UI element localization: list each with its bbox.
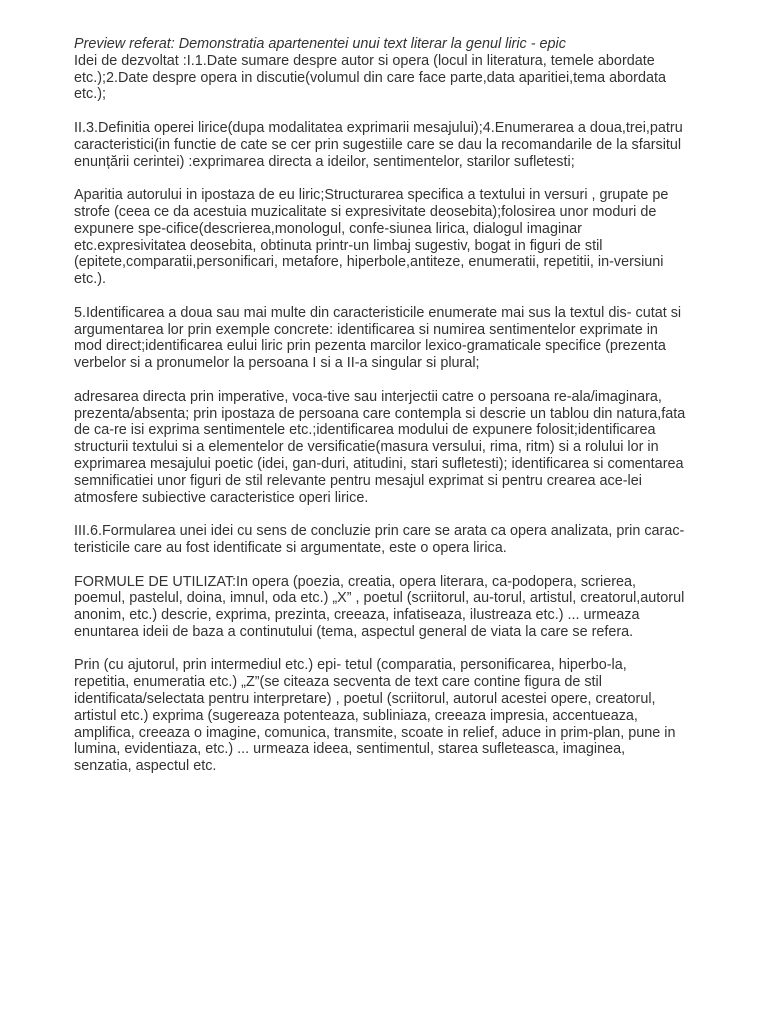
text-line: prezenta/absenta; prin ipostaza de persoana care contempla si descrie un tablou din natura,fata — [74, 405, 686, 422]
paragraph — [74, 305, 768, 372]
paragraph — [74, 574, 768, 641]
text-line: Prin (cu ajutorul, prin intermediul etc.) epi- tetul (comparatia, personificarea, hiperbo-la, — [74, 657, 627, 674]
text-line: enuntarea ideii de baza a continutului (tema, aspectul general de viata la care se refera. — [74, 623, 634, 640]
text-line: Idei de dezvoltat :I.1.Date sumare despre autor si opera (locul in literatura, temele abordate — [74, 52, 655, 69]
text-line: anonim, etc.) descrie, exprima, prezinta, creeaza, infatiseaza, ilustreaza etc.) ... urmeaza — [74, 607, 640, 624]
paragraph — [74, 187, 768, 288]
text-line: structurii textului si a elementelor de versificatie(masura versului, rima, ritm) si a rolului lor in — [74, 439, 659, 456]
text-line: enunțării cerintei) :exprimarea directa a ideilor, sentimentelor, starilor sufletesti; — [74, 153, 575, 170]
text-line: Aparitia autorului in ipostaza de eu liric;Structurarea specifica a textului in versuri , grupate pe — [74, 187, 669, 204]
paragraph — [74, 523, 768, 557]
paragraph — [74, 657, 768, 775]
paragraph — [74, 53, 768, 103]
text-line: atmosfere subiective caracteristice operi lirice. — [74, 489, 369, 506]
text-line: argumentarea lor prin exemple concrete: identificarea si numirea sentimentelor exprimate in — [74, 321, 658, 338]
text-line: poemul, pastelul, doina, imnul, oda etc.) „X” , poetul (scriitorul, au-torul, artistul, creatorul,autorul — [74, 590, 685, 607]
text-line: de ca-re isi exprima sentimentele etc.;identificarea modului de expunere folosit;identificarea — [74, 422, 656, 439]
text-line: FORMULE DE UTILIZAT:In opera (poezia, creatia, opera literara, ca-podopera, scrierea, — [74, 573, 636, 590]
paragraph — [74, 389, 768, 507]
text-line: semnificatiei unor figuri de stil relevante pentru mesajul exprimat si pentru crearea ace-lei — [74, 472, 642, 489]
text-line: lumina, evidentiaza, etc.) ... urmeaza ideea, sentimentul, starea sufleteasca, imaginea, — [74, 741, 626, 758]
text-line: (epitete,comparatii,personificari, metafore, hiperbole,antiteze, enumeratii, repetitii, in-versiuni — [74, 254, 664, 271]
text-line: repetitia, enumeratia etc.) „Z”(se citeaza secventa de text care contine figura de stil — [74, 674, 602, 691]
text-line: II.3.Definitia operei lirice(dupa modalitatea exprimarii mesajului);4.Enumerarea a doua,trei,patru — [74, 119, 683, 136]
text-line: caracteristici(in functie de cate se cer prin sugestiile care se dau la recomandarile de la sfarsitul — [74, 136, 682, 153]
text-line: adresarea directa prin imperative, voca-tive sau interjectii catre o persoana re-ala/imaginara, — [74, 388, 662, 405]
text-line: mod direct;identificarea eului liric prin pezenta marcilor lexico-gramaticale specifice (prezenta — [74, 338, 666, 355]
text-line: III.6.Formularea unei idei cu sens de concluzie prin care se arata ca opera analizata, prin carac- — [74, 523, 685, 540]
text-line: amplifica, creeaza o imagine, comunica, transmite, scoate in relief, aduce in prim-plan, pune in — [74, 724, 676, 741]
text-line: etc.). — [74, 271, 106, 288]
text-line: etc.);2.Date despre opera in discutie(volumul din care face parte,data aparitiei,tema abordata — [74, 69, 666, 86]
text-line: 5.Identificarea a doua sau mai multe din caracteristicile enumerate mai sus la textul dis- cutat si — [74, 304, 682, 321]
text-line: artistul etc.) exprima (sugereaza potenteaza, subliniaza, creeaza impresia, accentueaza, — [74, 707, 638, 724]
text-line: verbelor si a pronumelor la persoana I si a II-a singular si plural; — [74, 355, 480, 372]
text-line: senzatia, aspectul etc. — [74, 758, 217, 775]
text-line: identificata/selectata pentru interpretare) , poetul (scriitorul, autorul acestei opere, creatorul, — [74, 691, 656, 708]
text-line: teristicile care au fost identificate si argumentate, este o opera lirica. — [74, 539, 507, 556]
paragraph — [74, 120, 768, 170]
text-line: expunere spe-cifice(descrierea,monologul, confe-siunea lirica, dialogul imaginar — [74, 220, 582, 237]
document-title: Preview referat: Demonstratia apartenentei unui text literar la genul liric - epic — [74, 36, 566, 52]
text-line: exprimarea mesajului poetic (idei, gan-duri, atitudini, stari sufletesti); identificarea si comentarea — [74, 455, 684, 472]
text-line: etc.expresivitatea deosebita, obtinuta printr-un limbaj sugestiv, bogat in figuri de stil — [74, 237, 603, 254]
text-line: strofe (ceea ce da acestuia muzicalitate si expresivitate deosebita);folosirea unor moduri de — [74, 203, 657, 220]
text-line: etc.); — [74, 86, 106, 103]
